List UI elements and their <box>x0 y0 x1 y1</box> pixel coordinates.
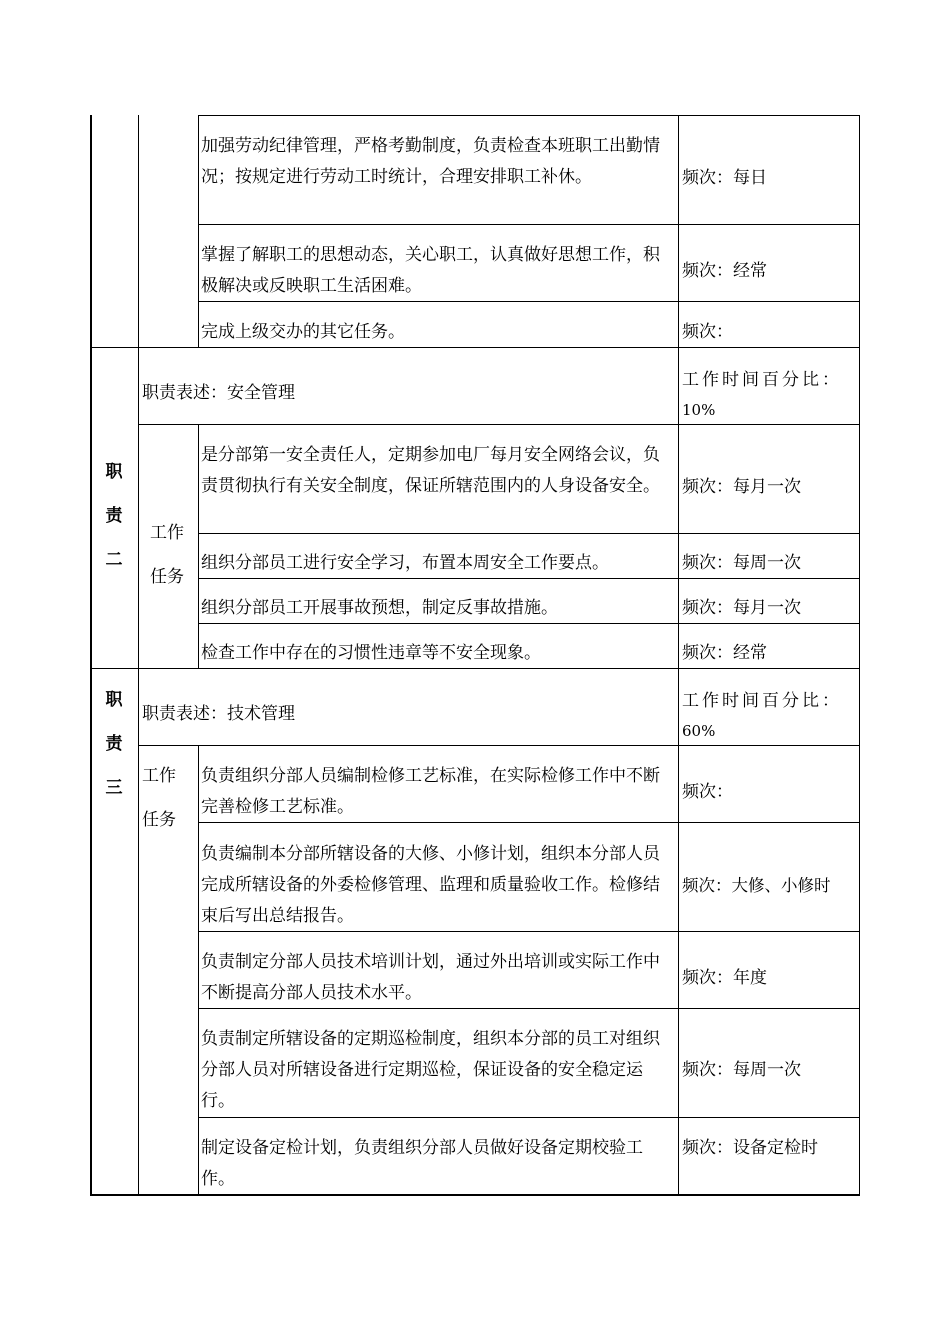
task-frequency: 频次：每周一次 <box>682 1060 801 1080</box>
duty-description: 职责表述：安全管理 <box>142 383 295 403</box>
row-line <box>138 745 860 746</box>
task-label: 任务 <box>150 567 184 587</box>
column-divider-1 <box>138 115 139 1195</box>
time-percent-value: 60% <box>682 722 716 740</box>
task-frequency: 频次：经常 <box>682 643 767 663</box>
task-frequency: 频次：经常 <box>682 261 767 281</box>
task-frequency: 频次：每月一次 <box>682 598 801 618</box>
row-line <box>198 533 860 534</box>
task-frequency: 频次：每月一次 <box>682 477 801 497</box>
task-frequency: 频次： <box>682 322 733 342</box>
task-text: 负责制定分部人员技术培训计划，通过外出培训或实际工作中不断提高分部人员技术水平。 <box>201 952 660 1003</box>
task-text: 组织分部员工进行安全学习，布置本周安全工作要点。 <box>201 553 609 573</box>
column-divider-2a <box>198 115 199 347</box>
task-frequency: 频次：每周一次 <box>682 553 801 573</box>
table-right-border <box>859 115 860 1195</box>
row-line <box>198 1117 860 1118</box>
task-text: 是分部第一安全责任人，定期参加电厂每月安全网络会议，负责贯彻执行有关安全制度，保证所辖范围内的人身设备安全。 <box>201 445 660 496</box>
task-frequency: 频次：每日 <box>682 168 767 188</box>
table-left-border <box>90 115 92 1195</box>
task-text: 掌握了解职工的思想动态，关心职工，认真做好思想工作，积极解决或反映职工生活困难。 <box>201 245 660 296</box>
task-text: 负责制定所辖设备的定期巡检制度，组织本分部的员工对组织分部人员对所辖设备进行定期巡检，保证设备的安全稳定运行。 <box>201 1029 660 1111</box>
task-frequency: 频次：大修、小修时 <box>682 876 831 895</box>
task-text: 组织分部员工开展事故预想，制定反事故措施。 <box>201 598 558 618</box>
task-label: 工作 <box>150 523 184 543</box>
duty-description: 职责表述：技术管理 <box>142 704 295 724</box>
task-text: 完成上级交办的其它任务。 <box>201 322 405 342</box>
task-frequency: 频次：设备定检时 <box>682 1138 818 1158</box>
task-text: 加强劳动纪律管理，严格考勤制度，负责检查本班职工出勤情况；按规定进行劳动工时统计，合理安排职工补休。 <box>201 136 660 187</box>
time-percent-value: 10% <box>682 401 716 419</box>
time-percent-label: 工作时间百分比： <box>682 370 842 390</box>
task-label: 工作 <box>142 766 176 786</box>
task-text: 制定设备定检计划，负责组织分部人员做好设备定期校验工作。 <box>201 1138 643 1189</box>
task-text: 负责组织分部人员编制检修工艺标准，在实际检修工作中不断完善检修工艺标准。 <box>201 766 660 817</box>
section-label-duty-3: 职 责 三 <box>105 690 123 798</box>
section-label-duty-2: 职 责 二 <box>105 462 123 570</box>
column-divider-3 <box>678 115 679 1195</box>
row-line <box>198 224 860 225</box>
task-frequency: 频次： <box>682 782 733 802</box>
row-line <box>198 115 860 116</box>
task-text: 检查工作中存在的习惯性违章等不安全现象。 <box>201 643 541 663</box>
task-label: 任务 <box>142 810 176 830</box>
column-divider-2c <box>198 745 199 1195</box>
task-text: 负责编制本分部所辖设备的大修、小修计划，组织本分部人员完成所辖设备的外委检修管理、监理和质量验收工作。检修结束后写出总结报告。 <box>201 844 660 926</box>
task-frequency: 频次：年度 <box>682 968 767 988</box>
column-divider-2b <box>198 424 199 668</box>
row-line <box>138 424 860 425</box>
time-percent-label: 工作时间百分比： <box>682 691 842 711</box>
